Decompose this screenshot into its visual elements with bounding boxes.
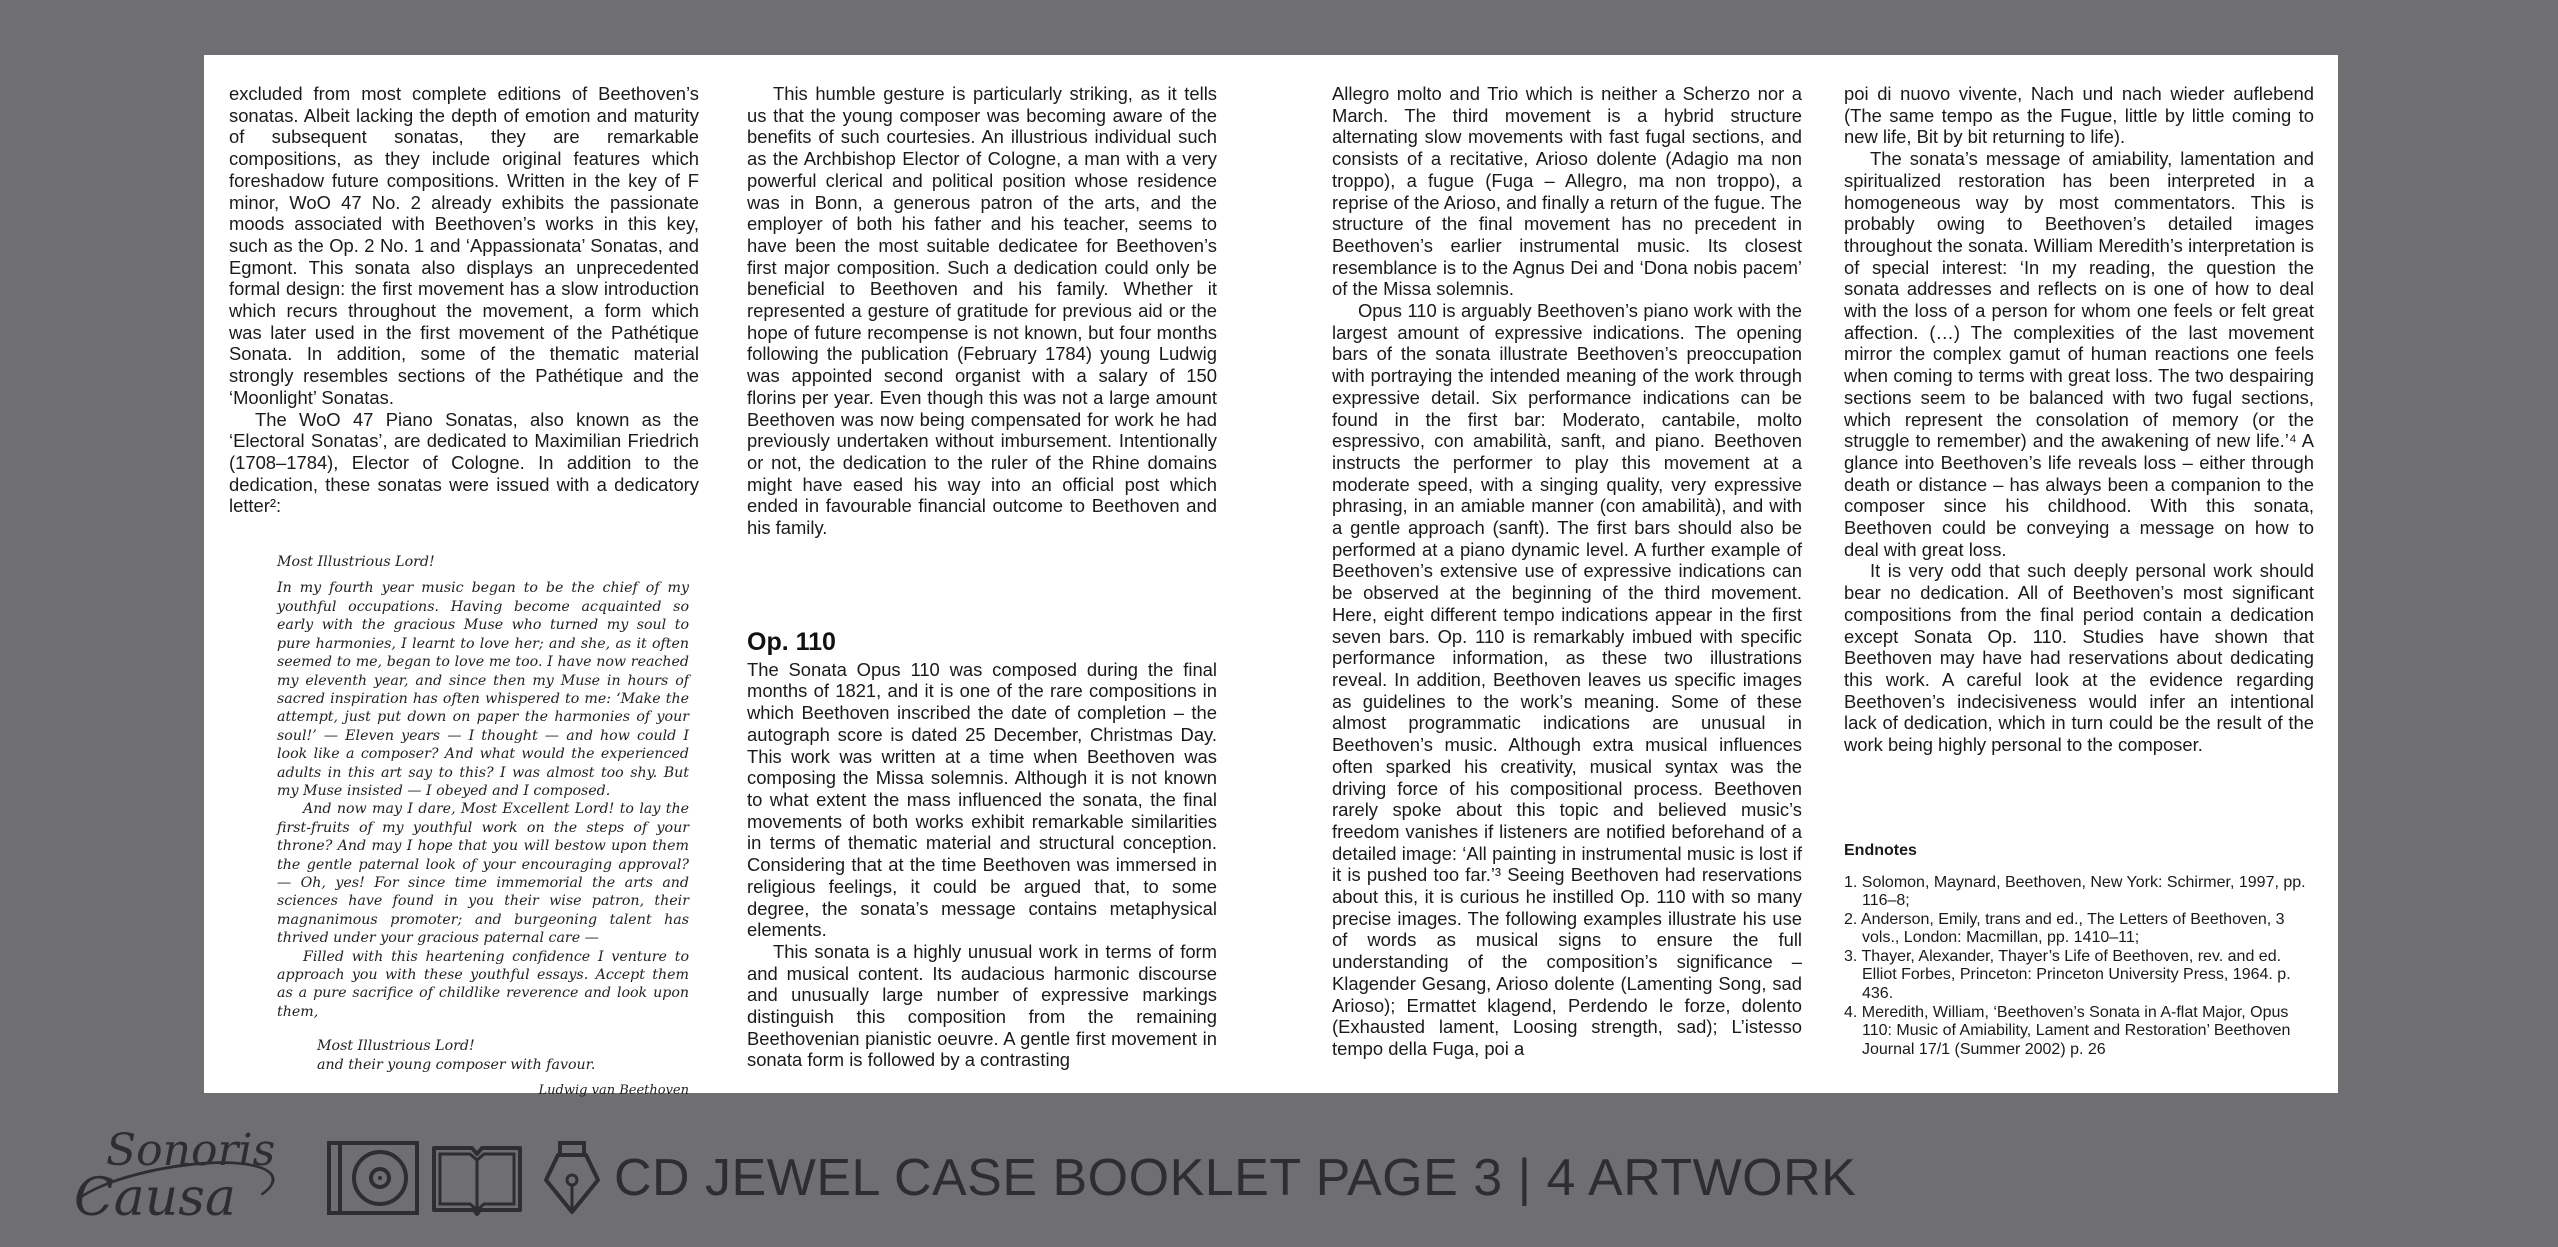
paragraph: Opus 110 is arguably Beethoven’s piano work with the largest amount of expressive indications. The opening bars of the sonata illustrate Beethoven’s preoccupation with portraying the intended meaning of the work through expressive detail. Six performance indications can be found in the first bar: Moderato, cantabile, molto espressivo, con amabilità, sanft, and piano. Beethoven instructs the performer to play this movement at a moderate speed, with a singing quality, very expressive phrasing, in an amiable manner (con amabilità), and with a gentle approach (sanft). The first bars should also be performed at a piano dynamic level. A further example of Beethoven’s extensive use of expressive indications can be observed at the beginning of the third movement. Here, eight different tempo indications appear in the first seven bars. Op. 110 is remarkably imbued with specific performance information, as these two illustrations reveal. In addition, Beethoven leaves us specific images as guidelines to the work’s meaning. Some of these almost programmatic indications are unusual in Beethoven’s music. Although extra musical influences often sparked his creativity, musical syntax was the driving force of his compositional process. Beethoven rarely spoke about this topic and believed music’s freedom vanishes if listeners are notified beforehand of a detailed image: ‘All painting in instrumental music is lost if it is pushed too far.’³ Seeing Beethoven had reservations about this, it is curious he instilled Op. 110 with so many precise images. The following examples illustrate his use of words as musical signs to ensure the full understanding of the composition’s significance – Klagender Gesang, Arioso dolente (Lamenting Song, sad Arioso); Ermattet klagend, Perdendo le forze, dolento (Exhausted lament, Loosing strength, sad); L’istesso tempo della Fuga, poi a (1332, 300, 1802, 1059)
footer-bar (0, 1112, 2558, 1247)
footer-title: CD JEWEL CASE BOOKLET PAGE 3 | 4 ARTWORK (614, 1149, 1857, 1207)
endnotes-list (1844, 874, 2314, 1060)
endnotes-title: Endnotes (1844, 841, 1917, 859)
dedicatory-letter (277, 553, 689, 1100)
endnote: 1. Solomon, Maynard, Beethoven, New York: Schirmer, 1997, pp. 116–8; (1844, 873, 2306, 910)
paragraph: The WoO 47 Piano Sonatas, also known as the ‘Electoral Sonatas’, are dedicated to Maximilian Friedrich (1708–1784), Elector of Cologne. In addition to the dedication, these sonatas were issued with a dedicatory letter²: (229, 408, 699, 517)
logo-line-1: Sonoris (106, 1125, 276, 1176)
column-1 (229, 83, 699, 1100)
endnote: 4. Meredith, William, ‘Beethoven’s Sonata in A-flat Major, Opus 110: Music of Amiability, Lament and Restoration’ Beethoven Journal 17/1 (Summer 2002) p. 26 (1844, 1003, 2291, 1058)
booklet-spread (204, 55, 2338, 1099)
paragraph: excluded from most complete editions of Beethoven’s sonatas. Albeit lacking the depth of emotion and maturity of subsequent sonatas, they are remarkable compositions, as they include original features which foreshadow future compositions. Written in the key of F minor, WoO 47 No. 2 already exhibits the passionate moods associated with Beethoven’s works in this key, such as the Op. 2 No. 1 and ‘Appassionata’ Sonatas, and Egmont. This sonata also displays an unprecedented formal design: the first movement has a slow introduction which recurs throughout the movement, a form which was later used in the first movement of the Pathétique Sonata. In addition, some of the thematic material strongly resembles sections of the Pathétique and the ‘Moonlight’ Sonatas. (229, 83, 699, 408)
paragraph: The Sonata Opus 110 was composed during the final months of 1821, and it is one of the rare compositions in which Beethoven inscribed the date of completion – the autograph score is dated 25 December, Christmas Day. This work was written at a time when Beethoven was composing the Missa solemnis. Although it is not known to what extent the mass influenced the sonata, the final movements of both works exhibit remarkable similarities in terms of thematic material and structural conception. Considering that at the time Beethoven was immersed in religious feelings, it could be argued that, to some degree, the sonata’s message contains metaphysical elements. (747, 658, 1217, 941)
column-3 (1332, 83, 1802, 1060)
letter-closing: and their young composer with favour. (317, 1056, 596, 1073)
endnote: 2. Anderson, Emily, trans and ed., The Letters of Beethoven, 3 vols., London: Macmillan, pp. 1410–11; (1844, 910, 2285, 947)
paragraph: poi di nuovo vivente, Nach und nach wieder auflebend (The same tempo as the Fugue, little by little coming to new life, Bit by bit returning to life). (1844, 83, 2314, 148)
letter-closing: Most Illustrious Lord! (317, 1038, 475, 1055)
column-4 (1844, 83, 2314, 1059)
paragraph: This sonata is a highly unusual work in terms of form and musical content. Its audacious harmonic discourse and unusually large number of expressive markings distinguish this composition from the remaining Beethovenian pianistic oeuvre. A gentle first movement in sonata form is followed by a contrasting (747, 940, 1217, 1071)
sonoris-causa-logo (66, 1126, 286, 1226)
booklet-icon (430, 1140, 524, 1216)
paragraph: This humble gesture is particularly striking, as it tells us that the young composer was becoming aware of the benefits of such courtesies. An illustrious individual such as the Archbishop Elector of Cologne, a man with a very powerful clerical and political position whose residence was in Bonn, a generous patron of the arts, and the employer of both his father and his teacher, seems to have been the most suitable dedicatee for Beethoven’s first major composition. Such a dedication could only be beneficial to Beethoven and his family. Whether it represented a gesture of gratitude for previous aid or the hope of future recompense is not known, but four months following the publication (February 1784) young Ludwig was appointed second organist with a salary of 150 florins per year. Even though this was not a large amount Beethoven was now being compensated for work he had previously undertaken without imbursement. Intentionally or not, the dedication to the ruler of the Rhine domains might have eased his way into an official post which ended in favourable financial outcome to Beethoven and his family. (747, 83, 1217, 539)
paragraph: The sonata’s message of amiability, lamentation and spiritualized restoration has been interpreted in a homogeneous way by most commentators. This is probably owing to Beethoven’s detailed images throughout the sonata. William Meredith’s interpretation is of special interest: ‘In my reading, the question the sonata addresses and reflects on is one of how to deal with the loss of a person for whom one feels or felt great affection. (…) The complexities of the last movement mirror the complex gamut of human reactions one feels when coming to terms with great loss. The two despairing sections seem to be balanced with two fugal sections, which represent the consolation of memory (or the struggle to remember) and the awakening of new life.’⁴ A glance into Beethoven’s life reveals loss – either through death or distance – has always been a companion to the composer since his childhood. With this sonata, Beethoven could be conveying a message on how to deal with great loss. (1844, 148, 2314, 560)
letter-signature: Ludwig van Beethoven (538, 1083, 689, 1099)
cd-case-icon (326, 1140, 420, 1216)
endnote: 3. Thayer, Alexander, Thayer’s Life of Beethoven, rev. and ed. Elliot Forbes, Princeton: Princeton University Press, 1964. p. 436. (1844, 947, 2291, 1003)
logo-line-2: Causa (74, 1168, 236, 1228)
letter-paragraph: Filled with this heartening confidence I venture to approach you with these youthful essays. Accept them as a pure sacrifice of childlike reverence and look upon them, (277, 948, 689, 1020)
letter-paragraph: And now may I dare, Most Excellent Lord! to lay the first-fruits of my youthful work on the steps of your throne? And may I hope that you will bestow upon them the gentle paternal look of your encouraging approval? — Oh, yes! For since time immemorial the arts and sciences have found in you their wise patron, their magnanimous promoter; and burgeoning talent has thrived under your gracious paternal care — (277, 801, 689, 947)
paragraph: Allegro molto and Trio which is neither a Scherzo nor a March. The third movement is a hybrid structure alternating slow movements with fast fugal sections, and consists of a recitative, Arioso dolente (Adagio ma non troppo), a fugue (Fuga – Allegro, ma non troppo), a reprise of the Arioso, and finally a return of the fugue. The structure of the final movement has no precedent in Beethoven’s earlier instrumental music. Its closest resemblance is to the Agnus Dei and ‘Dona nobis pacem’ of the Missa solemnis. (1332, 83, 1802, 300)
paragraph: It is very odd that such deeply personal work should bear no dedication. All of Beethoven’s most significant compositions from the final period contain a dedication except Sonata Op. 110. Studies have shown that Beethoven may have had reservations about dedicating this work. A careful look at the evidence regarding Beethoven’s indecisiveness would infer an intentional lack of dedication, which in turn could be the result of the work being highly personal to the composer. (1844, 560, 2314, 756)
pen-nib-icon (534, 1140, 610, 1216)
section-heading: Op. 110 (747, 627, 836, 656)
column-2 (747, 83, 1217, 1071)
letter-paragraph: In my fourth year music began to be the chief of my youthful occupations. Having become acquainted so early with the gracious Muse who turned my soul to pure harmonies, I learnt to love her; and she, as it often seemed to me, began to love me too. I have now reached my eleventh year, and since then my Muse in hours of sacred inspiration has often whispered to me: ‘Make the attempt, just put down on paper the harmonies of your soul!’ — Eleven years — I thought — and how could I look like a composer? And what would the experienced adults in this art say to this? I was almost too shy. But my Muse insisted — I obeyed and I composed. (277, 580, 689, 799)
letter-salutation: Most Illustrious Lord! (277, 554, 435, 571)
